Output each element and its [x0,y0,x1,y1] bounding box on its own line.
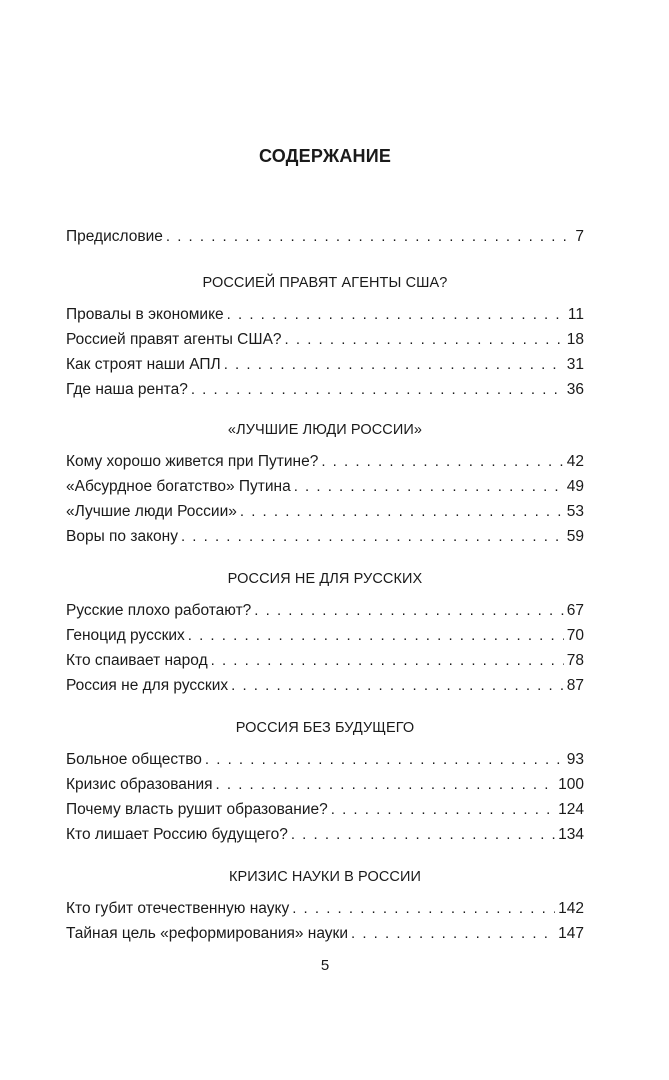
toc-entry [66,377,584,402]
toc-entry-title: Почему власть рушит образование? [66,801,328,818]
toc-entry [66,648,584,673]
toc-entry-page: 142 [558,900,584,917]
toc-entry-title: «Абсурдное богатство» Путина [66,478,291,495]
toc-section [66,864,584,946]
toc-entry [66,772,584,797]
toc-section [66,270,584,402]
toc-preface [66,224,584,249]
toc-entry-page: 100 [558,776,584,793]
toc-entry-title: Россией правят агенты США? [66,331,282,348]
toc-entry-title: Кто губит отечественную науку [66,900,290,917]
toc-leader-dots [240,499,564,524]
toc-leader-dots [166,224,573,249]
toc-entry [66,896,584,921]
toc-entry [66,598,584,623]
toc-entry-title: Провалы в экономике [66,306,224,323]
toc-leader-dots [331,797,555,822]
section-heading: РОССИЯ НЕ ДЛЯ РУССКИХ [227,571,423,587]
toc-entry [66,499,584,524]
section-heading: «ЛУЧШИЕ ЛЮДИ РОССИИ» [227,422,423,438]
toc-entry [66,673,584,698]
toc-entry [66,797,584,822]
toc-entry-title: Воры по закону [66,528,178,545]
toc-entry [66,474,584,499]
toc-leader-dots [191,377,564,402]
toc-leader-dots [321,449,563,474]
page-title: СОДЕРЖАНИЕ [258,146,392,166]
toc-entry-page: 31 [566,356,584,373]
toc-leader-dots [205,747,564,772]
toc-leader-dots [294,474,564,499]
page-number: 5 [320,957,330,974]
toc-entry [66,921,584,946]
toc-entry-title: Русские плохо работают? [66,602,252,619]
toc-entry [66,524,584,549]
toc-leader-dots [292,896,555,921]
toc-entry-page: 11 [567,306,584,323]
section-heading: РОССИЕЙ ПРАВЯТ АГЕНТЫ США? [202,275,448,291]
section-heading: КРИЗИС НАУКИ В РОССИИ [228,869,422,885]
toc-entry-title: Кризис образования [66,776,213,793]
toc-entry-page: 18 [566,331,584,348]
toc-entry-page: 42 [566,453,584,470]
toc-entry-page: 124 [558,801,584,818]
toc-entry [66,327,584,352]
toc-entry-title: Кто лишает Россию будущего? [66,826,288,843]
toc-section [66,417,584,549]
toc-entry-title: Россия не для русских [66,677,229,694]
toc-entry-page: 93 [566,751,584,768]
section-heading: РОССИЯ БЕЗ БУДУЩЕГО [235,720,415,736]
toc-entry [66,623,584,648]
toc-leader-dots [188,623,564,648]
toc-entry-page: 53 [566,503,584,520]
toc-section [66,566,584,698]
toc-leader-dots [211,648,564,673]
toc-entry-title: Кто спаивает народ [66,652,208,669]
toc-entry-page: 70 [566,627,584,644]
toc-entry [66,822,584,847]
toc-leader-dots [181,524,564,549]
toc-entry-page: 7 [575,228,584,245]
toc-entry-title: Предисловие [66,228,163,245]
toc-entry [66,449,584,474]
toc-entry-title: Больное общество [66,751,202,768]
toc-entry-title: Как строят наши АПЛ [66,356,221,373]
toc-leader-dots [231,673,564,698]
toc-entry-page: 59 [566,528,584,545]
toc-entry [66,352,584,377]
toc-leader-dots [254,598,563,623]
toc-section [66,715,584,847]
toc-entry-page: 49 [566,478,584,495]
toc-entry-title: «Лучшие люди России» [66,503,237,520]
toc-leader-dots [224,352,564,377]
toc-leader-dots [285,327,564,352]
toc-entry [66,224,584,249]
toc-entry-title: Кому хорошо живется при Путине? [66,453,319,470]
toc-entry-page: 147 [558,925,584,942]
toc-entry-title: Где наша рента? [66,381,188,398]
toc-leader-dots [351,921,555,946]
book-page [66,0,584,1080]
toc-entry-title: Тайная цель «реформирования» науки [66,925,348,942]
toc-entry [66,302,584,327]
toc-entry [66,747,584,772]
toc-leader-dots [216,772,556,797]
toc-entry-page: 87 [566,677,584,694]
toc-entry-title: Геноцид русских [66,627,185,644]
toc-entry-page: 134 [558,826,584,843]
toc-entry-page: 67 [566,602,584,619]
toc-entry-page: 36 [566,381,584,398]
toc-entry-page: 78 [566,652,584,669]
toc-leader-dots [291,822,555,847]
toc-leader-dots [227,302,565,327]
